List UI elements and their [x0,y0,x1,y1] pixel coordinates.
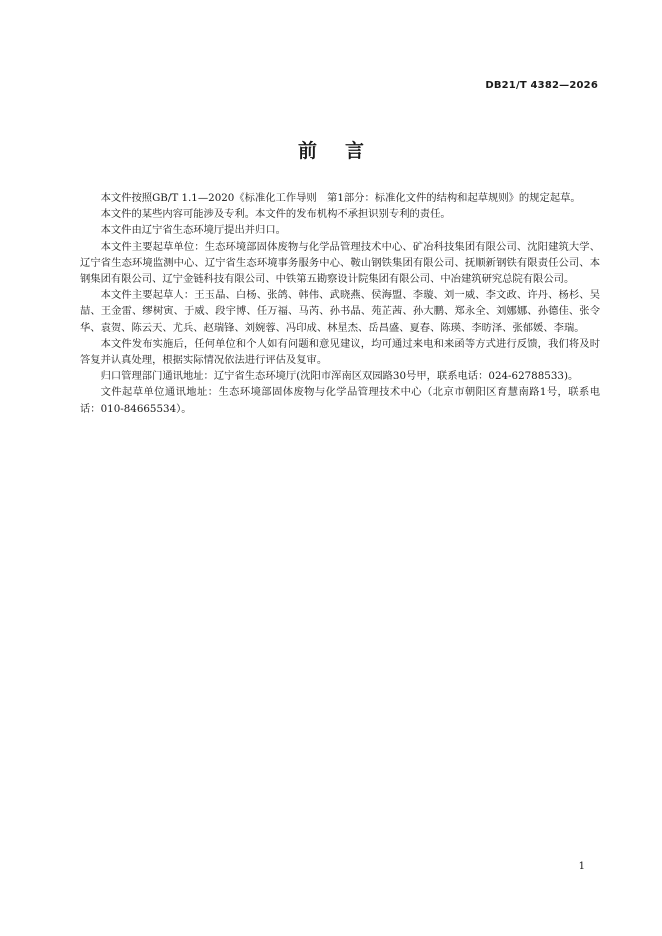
paragraph-drafting-basis: 本文件按照GB/T 1.1—2020《标准化工作导则 第1部分：标准化文件的结构和起草规则》的规定起草。 [100,192,581,204]
paragraph-drafter-address: 文件起草单位通讯地址：生态环境部固体废物与化学品管理技术中心（北京市朝阳区育慧南路1号，联系电话：010-84665534）。 [80,386,600,415]
foreword-body [80,190,600,417]
paragraph-proposer: 本文件由辽宁省生态环境厅提出并归口。 [100,224,286,237]
paragraph-patent-notice: 本文件的某些内容可能涉及专利。本文件的发布机构不承担识别专利的责任。 [100,208,451,221]
paragraph-drafters: 本文件主要起草人：王玉晶、白杨、张鸽、韩伟、武晓燕、侯海盟、李璇、刘一威、李文政、许丹、杨杉、吴喆、王金雷、缪树寅、于威、段宇博、任万福、马芮、孙书晶、苑芷茜、孙大鹏、郑永全、刘娜娜、孙德佳、张令华、袁贺、陈云天、尤兵、赵瑞锋、刘婉蓉、冯印成、林星杰、岳昌盛、夏春、陈瑛、李昉泽、张郁媛、李瑞。 [80,289,600,334]
standard-code: DB21/T 4382—2026 [485,80,598,91]
paragraph-drafting-units: 本文件主要起草单位：生态环境部固体废物与化学品管理技术中心、矿冶科技集团有限公司、沈阳建筑大学、辽宁省生态环境监测中心、辽宁省生态环境事务服务中心、鞍山钢铁集团有限公司、抚顺新钢铁有限责任公司、本钢集团有限公司、辽宁金链科技有限公司、中铁第五勘察设计院集团有限公司、中冶建筑研究总院有限公司。 [80,240,600,286]
paragraph-authority-address: 归口管理部门通讯地址：辽宁省生态环境厅(沈阳市浑南区双园路30号甲，联系电话：024-62788533)。 [100,370,579,383]
paragraph-feedback: 本文件发布实施后，任何单位和个人如有问题和意见建议，均可通过来电和来函等方式进行反馈，我们将及时答复并认真处理，根据实际情况依法进行评估及复审。 [80,337,600,367]
page-number: 1 [578,861,585,872]
page-title: 前言 [297,140,392,162]
